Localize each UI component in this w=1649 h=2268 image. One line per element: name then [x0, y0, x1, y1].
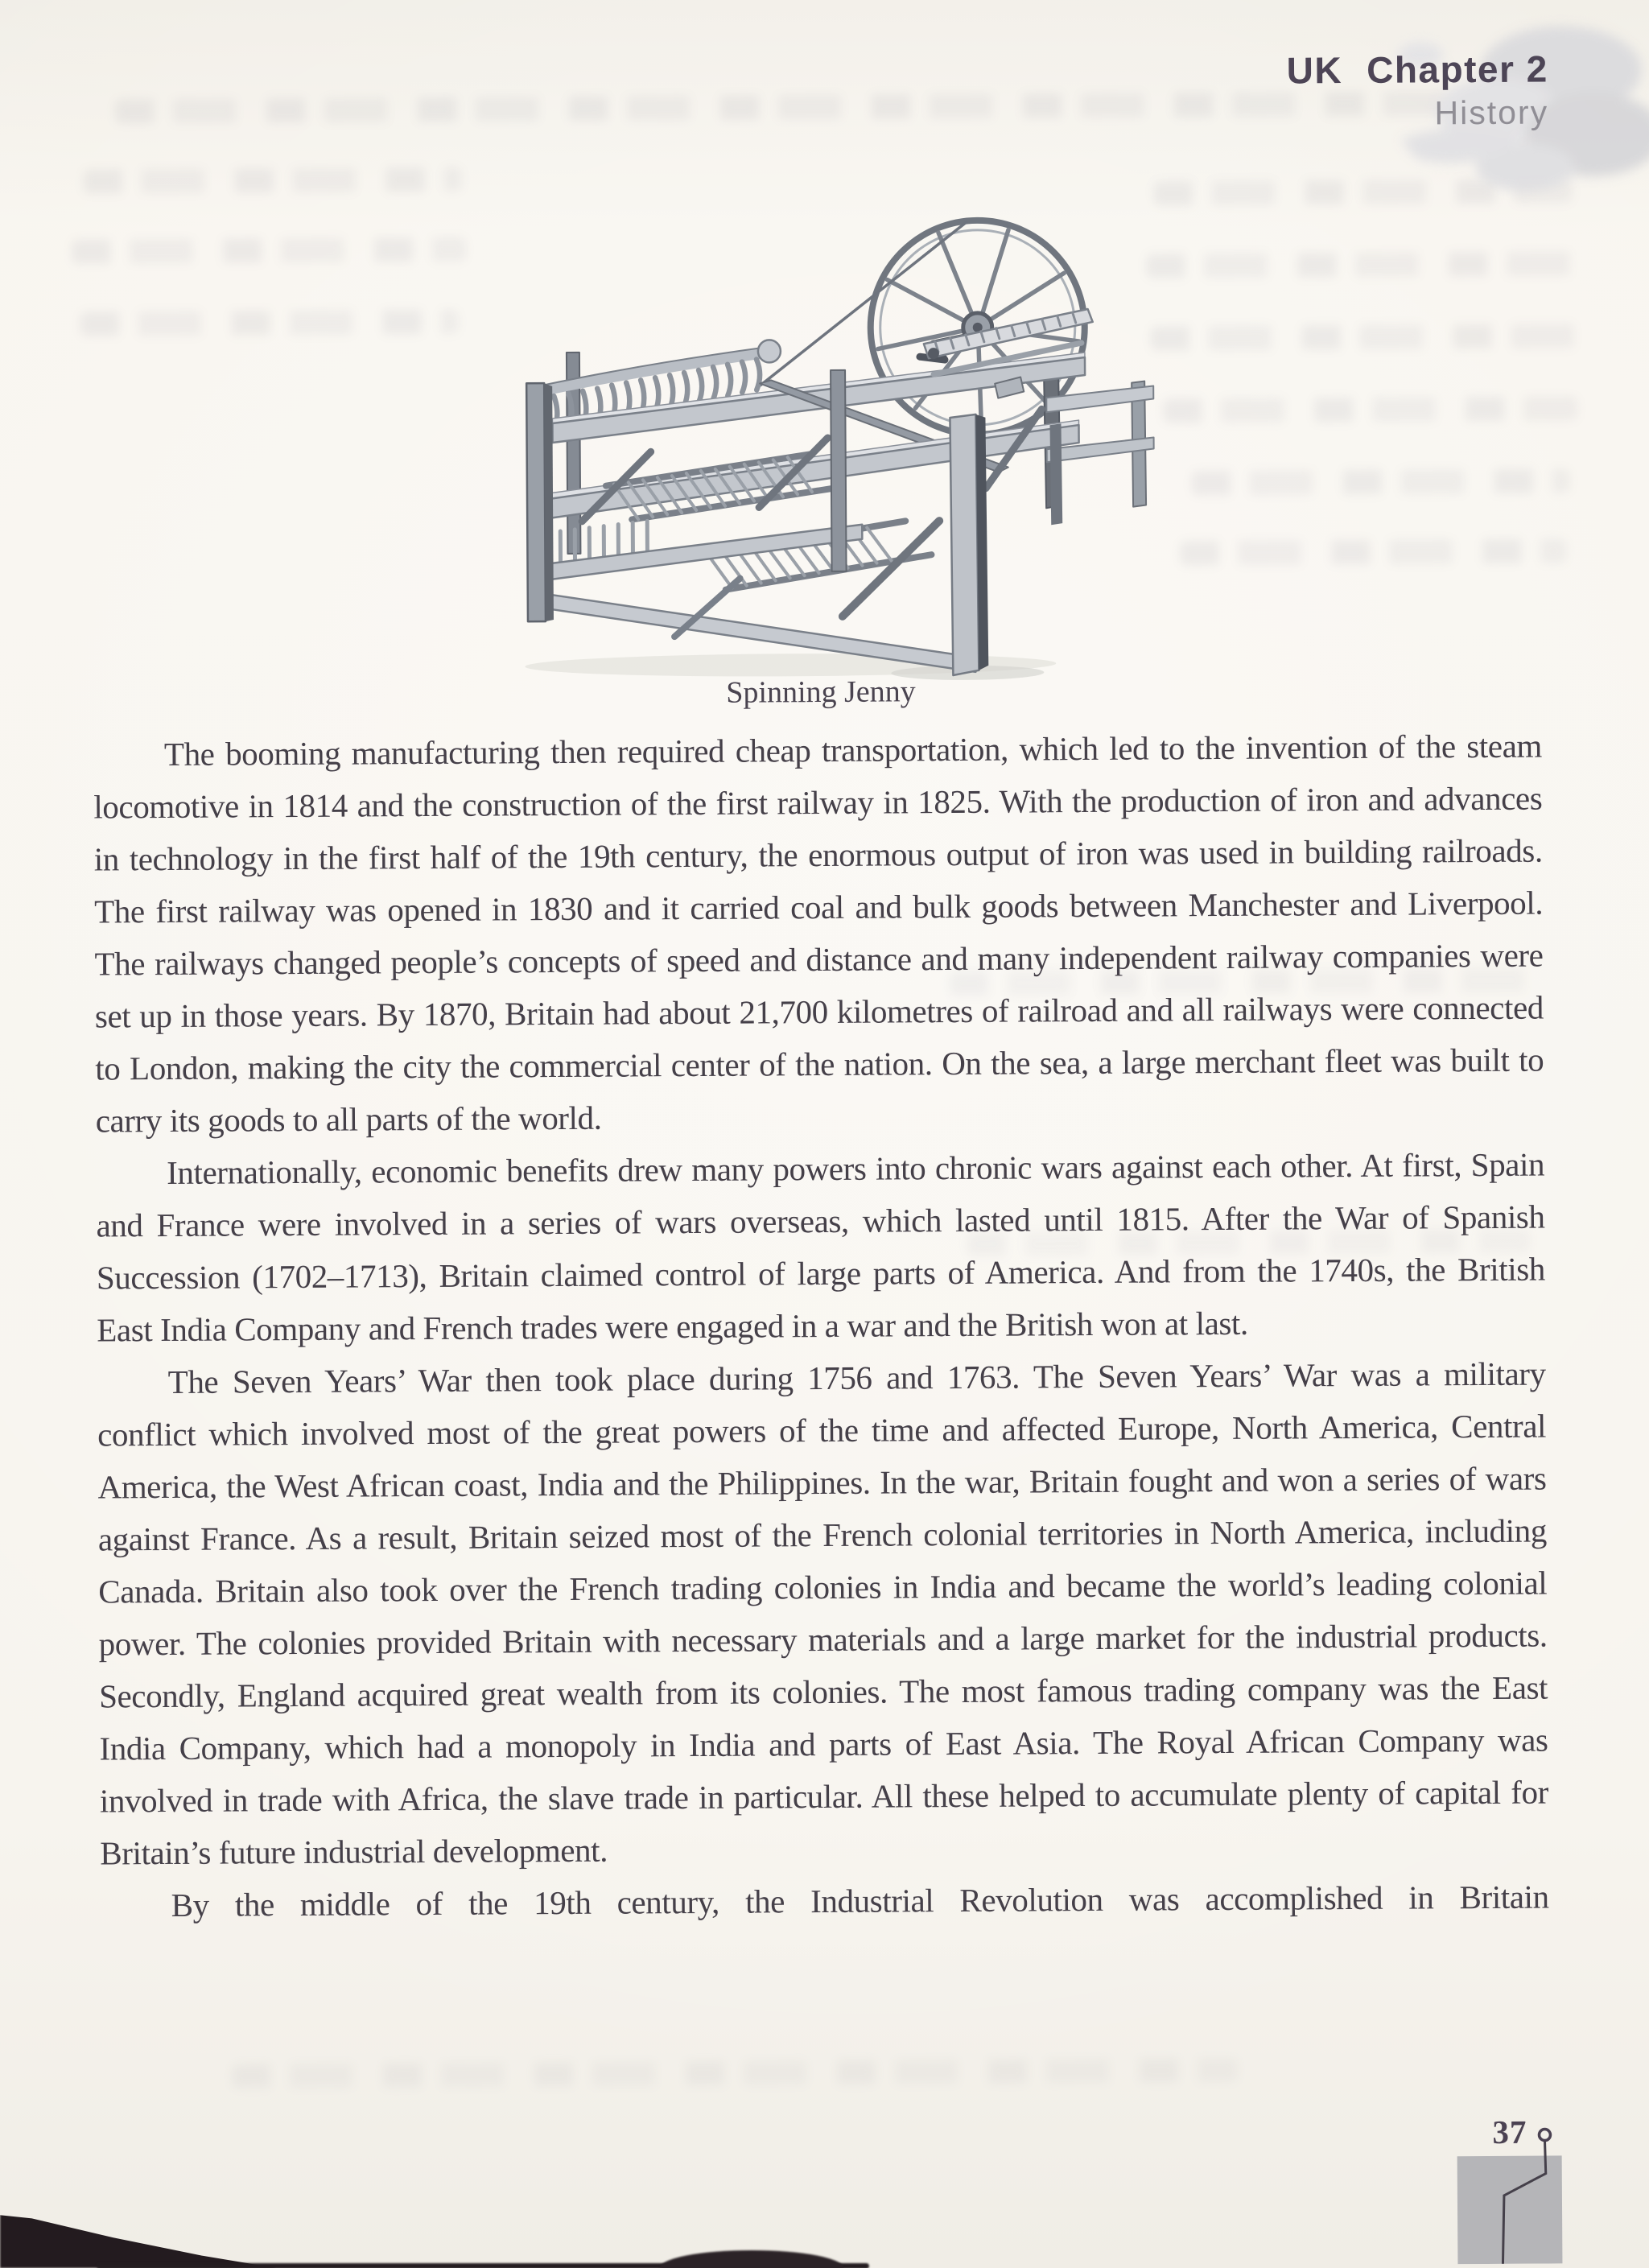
body-paragraph: Internationally, economic benefits drew many powers into chronic wars against each other. At first, Spain and France were involved in a series of wars overseas, which lasted until 1815. After the War of Spanish Succession (1702–1713), Britain claimed control of large parts of America. And from the 1740s, the British East India Company and French trades were engaged in a war and the British won at last.	[96, 1145, 1546, 1349]
body-paragraph: By the middle of the 19th century, the Industrial Revolution was accomplished in Britain	[171, 1878, 1549, 1924]
bleedthrough-ghost	[1180, 538, 1566, 565]
chapter-label: Chapter 2	[1366, 47, 1548, 91]
figure-caption: Spinning Jenny	[726, 674, 916, 710]
body-paragraph: The Seven Years’ War then took place during 1756 and 1763. The Seven Years’ War was a military conflict which involved most of the great powers of the time and affected Europe, North America, Central America, the West African coast, India and the Philippines. In the war, Britain fought and won a series of wars against France. As a result, Britain seized most of the French colonial territories in North America, including Canada. Britain also took over the French trading colonies in India and became the world’s leading colonial power. The colonies provided Britain with necessary materials and a large market for the industrial products. Secondly, England acquired great wealth from its colonies. The most famous trading company was the East India Company, which had a monopoly in India and parts of East Asia. The Royal African Company was involved in trade with Africa, the slave trade in particular. All these helped to accumulate plenty of capital for Britain’s future industrial development.	[97, 1355, 1549, 1872]
section-label: History	[1434, 93, 1549, 132]
bleedthrough-ghost	[80, 310, 459, 336]
bleedthrough-ghost	[1192, 468, 1570, 495]
bleedthrough-ghost	[84, 167, 462, 194]
bleedthrough-ghost	[1163, 396, 1577, 423]
page-number: 37	[1492, 2113, 1527, 2150]
book-brand: UK	[1286, 49, 1343, 92]
bleedthrough-ghost	[1151, 324, 1589, 350]
bleedthrough-ghost	[72, 237, 466, 264]
page-number-marker-icon	[1539, 2130, 1550, 2141]
chapter-header	[1287, 47, 1549, 133]
spinning-jenny-illustration	[481, 141, 1156, 682]
bleedthrough-ghost	[232, 2058, 1238, 2089]
article-body	[93, 720, 1549, 1932]
bleedthrough-ghost	[1146, 251, 1581, 278]
body-paragraph: The booming manufacturing then required cheap transportation, which led to the invention of the steam locomotive in 1814 and the construction of the first railway in 1825. With the production of iron and advances in technology in the first half of the 19th century, the enormous output of iron was used in building railroads. The first railway was opened in 1830 and it carried coal and bulk goods between Manchester and Liverpool. The railways changed people’s concepts of speed and distance and many independent railway companies were set up in those years. By 1870, Britain had about 21,700 kilometres of railroad and all railways were connected to London, making the city the commercial center of the nation. On the sea, a large merchant fleet was built to carry its goods to all parts of the world.	[93, 727, 1544, 1140]
bleedthrough-ghost	[115, 91, 1483, 123]
chapter-title	[1287, 47, 1548, 92]
